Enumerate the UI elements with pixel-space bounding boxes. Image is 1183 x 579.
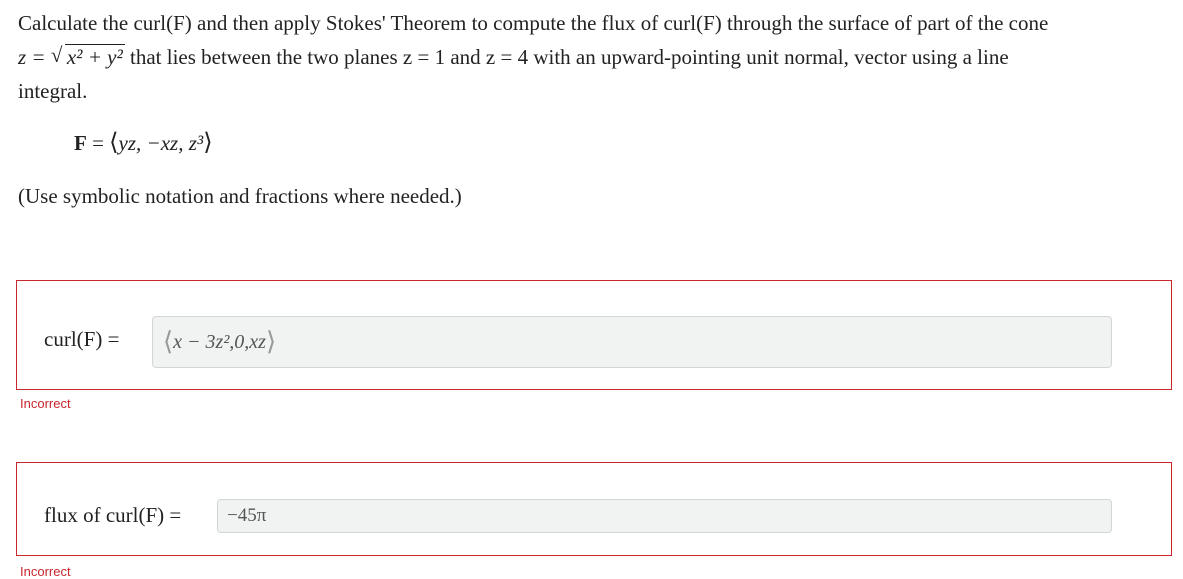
left-angle-bracket-icon: ⟨ <box>163 327 174 356</box>
instruction-hint: (Use symbolic notation and fractions where needed.) <box>18 184 462 208</box>
left-angle-bracket-icon: ⟨ <box>109 130 119 156</box>
curl-status-badge: Incorrect <box>20 396 71 411</box>
field-components: yz, −xz, z³ <box>118 131 204 155</box>
flux-answer-value: −45π <box>227 505 267 526</box>
answer-box-flux <box>16 462 1172 556</box>
problem-line-1: Calculate the curl(F) and then apply Stokes' Theorem to compute the flux of curl(F) through the surface of part of the cone <box>18 11 1049 35</box>
problem-line-3: integral. <box>18 79 88 103</box>
cone-equation-lhs: z = <box>18 45 46 69</box>
flux-answer-field[interactable] <box>217 499 1112 533</box>
vector-field-definition <box>74 128 213 157</box>
problem-line-2 <box>18 40 1158 74</box>
problem-line-2-text: that lies between the two planes z = 1 and z = 4 with an upward-pointing unit normal, vector using a line <box>130 45 1009 69</box>
right-angle-bracket-icon: ⟩ <box>265 327 277 356</box>
field-equals: = <box>92 131 104 155</box>
curl-label: curl(F) = <box>44 327 120 351</box>
radical-sign-icon: √ <box>50 43 63 67</box>
curl-answer-value: x − 3z²,0,xz <box>173 331 266 353</box>
cone-sqrt <box>51 40 125 74</box>
cone-radicand: x² + y² <box>66 45 123 69</box>
answer-box-curl <box>16 280 1172 390</box>
flux-label: flux of curl(F) = <box>44 503 182 527</box>
field-symbol: F <box>74 131 87 155</box>
right-angle-bracket-icon: ⟩ <box>203 130 213 156</box>
flux-status-badge: Incorrect <box>20 564 71 579</box>
problem-statement <box>18 6 1158 108</box>
curl-answer-field[interactable] <box>152 316 1112 368</box>
